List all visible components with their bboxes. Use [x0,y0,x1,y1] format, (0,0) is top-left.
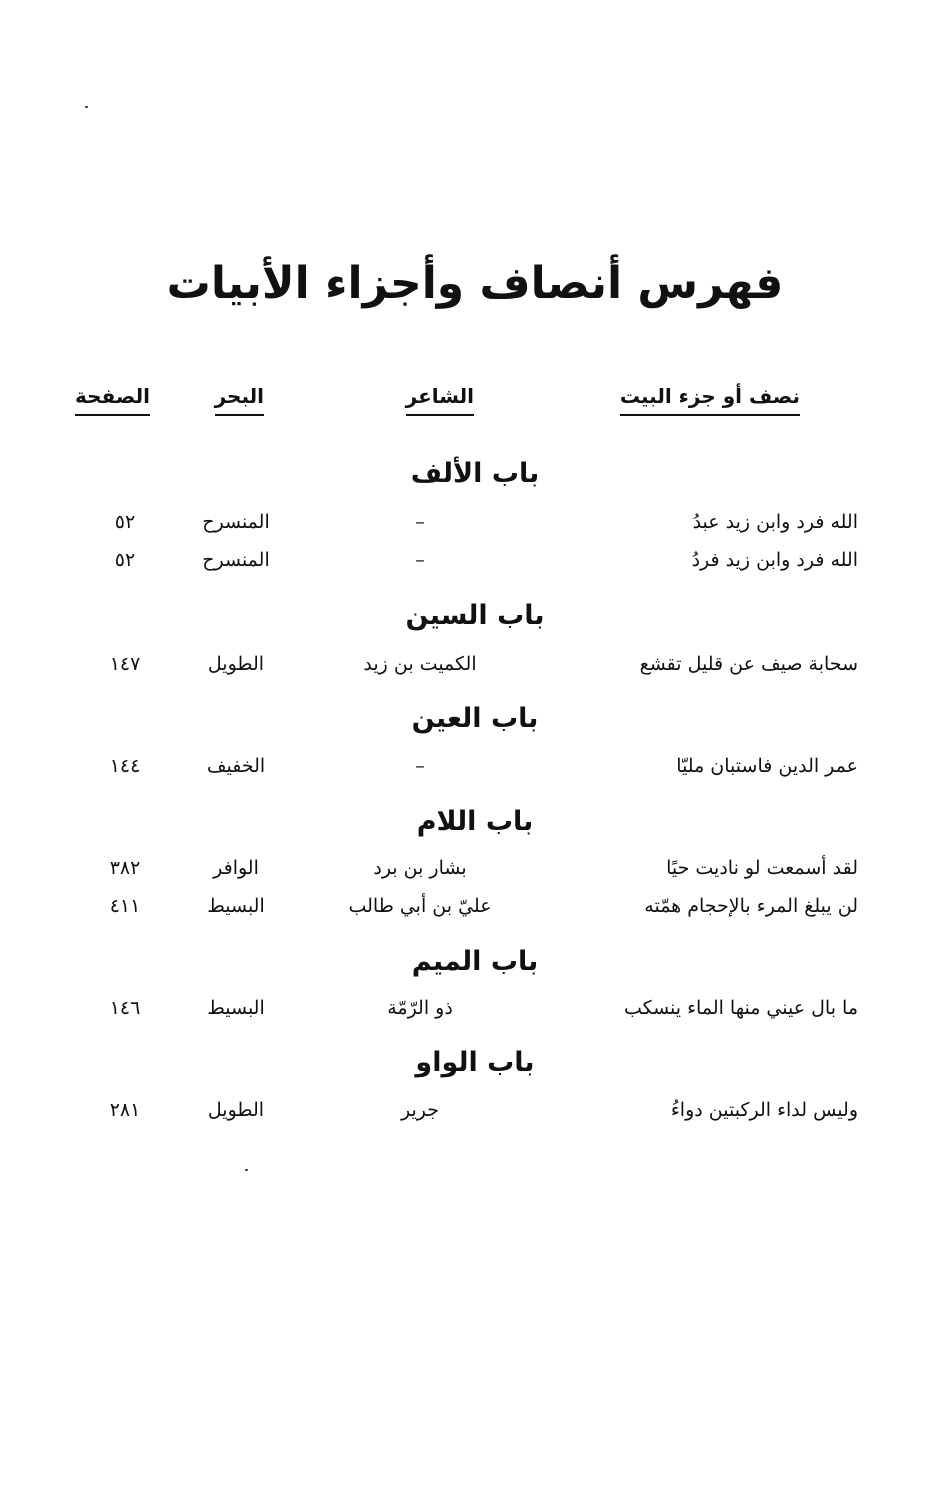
meter-cell: المنسرح [202,511,270,533]
scan-speck [245,1169,248,1171]
page-cell: ٤١١ [109,895,141,917]
table-row [0,895,950,925]
page-cell: ٢٨١ [109,1099,141,1121]
meter-cell: الخفيف [206,755,266,777]
page-cell: ١٤٧ [109,653,141,675]
verse-cell: سحابة صيف عن قليل تقشع [639,653,858,675]
verse-cell: وليس لداء الركبتين دواءُ [670,1099,858,1121]
page-cell: ٥٢ [114,511,136,533]
section-heading: باب العين [411,703,539,734]
verse-cell: عمر الدين فاستبان مليّا [676,755,858,777]
column-header-meter: البحر [215,384,264,416]
meter-cell: البسيط [207,997,265,1019]
section-heading: باب السين [405,600,545,631]
section-heading: باب الواو [415,1047,535,1078]
table-row [0,511,950,541]
scan-speck [85,106,88,108]
meter-cell: الوافر [213,857,259,879]
poet-cell: الكميت بن زيد [363,653,477,675]
column-header-poet: الشاعر [406,384,474,416]
column-header-verse: نصف أو جزء البيت [620,384,800,416]
verse-cell: لن يبلغ المرء بالإحجام همّته [644,895,858,917]
verse-cell: ما بال عيني منها الماء ينسكب [623,997,858,1019]
section-heading: باب اللام [416,806,534,837]
page-cell: ٥٢ [114,549,136,571]
poet-cell: – [415,511,425,533]
table-row [0,653,950,683]
column-header-page: الصفحة [75,384,150,416]
page-cell: ١٤٦ [109,997,141,1019]
poet-cell: بشار بن برد [373,857,467,879]
section-heading: باب الميم [411,946,539,977]
page-cell: ١٤٤ [109,755,141,777]
section-heading: باب الألف [410,458,540,489]
page-cell: ٣٨٢ [109,857,141,879]
poet-cell: عليّ بن أبي طالب [348,895,492,917]
table-row [0,755,950,785]
meter-cell: البسيط [207,895,265,917]
page-title: فهرس أنصاف وأجزاء الأبيات [166,258,784,309]
meter-cell: الطويل [207,1099,265,1121]
meter-cell: المنسرح [202,549,270,571]
poet-cell: – [415,755,425,777]
verse-cell: الله فرد وابن زيد فردُ [691,549,858,571]
table-row [0,1099,950,1129]
verse-cell: الله فرد وابن زيد عبدُ [692,511,858,533]
meter-cell: الطويل [207,653,265,675]
poet-cell: ذو الرّمّة [387,997,453,1019]
table-row [0,549,950,579]
table-row [0,997,950,1027]
table-row [0,857,950,887]
poet-cell: جرير [401,1099,439,1121]
verse-cell: لقد أسمعت لو ناديت حيًا [666,857,858,879]
poet-cell: – [415,549,425,571]
